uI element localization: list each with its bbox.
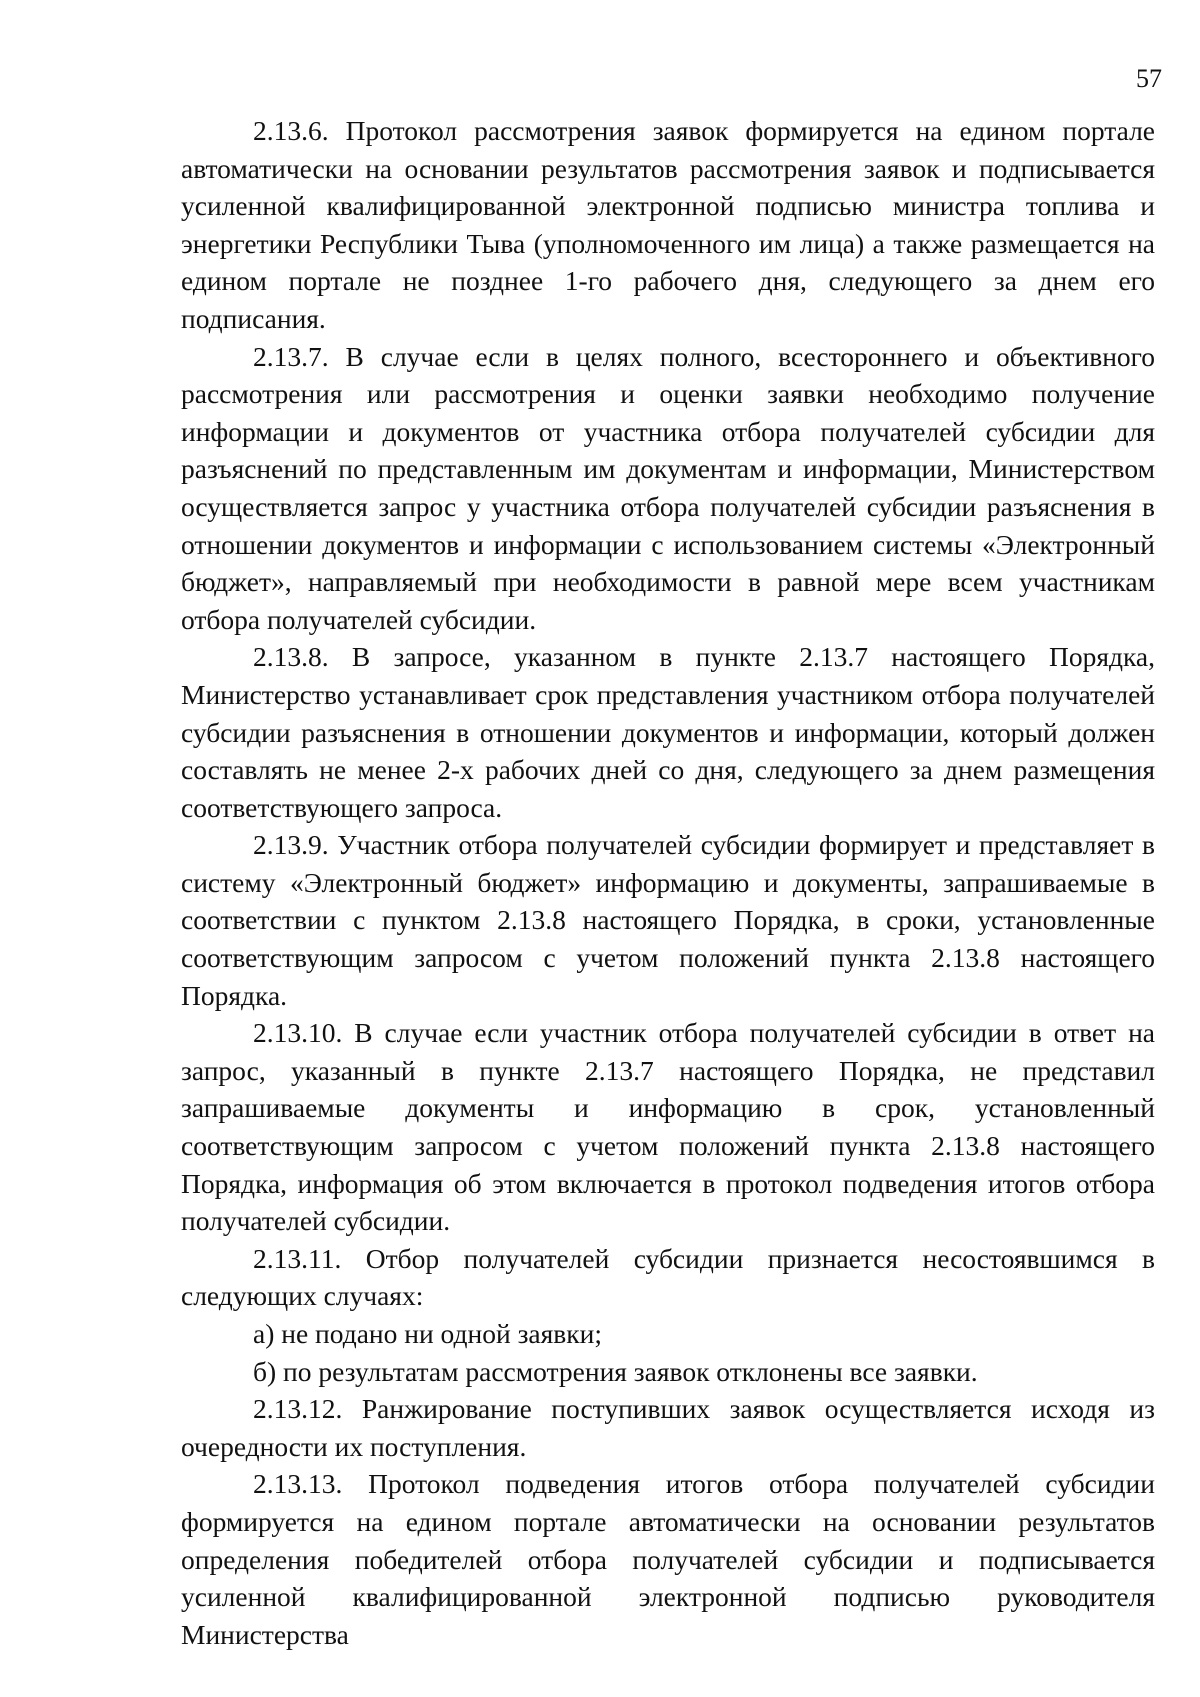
paragraph-2-13-10: 2.13.10. В случае если участник отбора получателей субсидии в ответ на запрос, указанный в пункте 2.13.7 настоящего Порядка, не представил запрашиваемые документы и информацию в срок, установленный соответствующим запросом с учетом положений пункта 2.13.8 настоящего Порядка, информация об этом включается в протокол подведения итогов отбора получателей субсидии. — [181, 1017, 1155, 1237]
paragraph-2-13-12: 2.13.12. Ранжирование поступивших заявок осуществляется исходя из очередности их поступления. — [181, 1393, 1155, 1462]
paragraph-2-13-8: 2.13.8. В запросе, указанном в пункте 2.13.7 настоящего Порядка, Министерство устанавливает срок представления участником отбора получателей субсидии разъяснения в отношении документов и информации, который должен составлять не менее 2-х рабочих дней со дня, следующего за днем размещения соответствующего запроса. — [181, 641, 1155, 823]
list-item-b: б) по результатам рассмотрения заявок отклонены все заявки. — [253, 1355, 978, 1387]
document-body — [181, 112, 1155, 1653]
paragraph-2-13-9: 2.13.9. Участник отбора получателей субсидии формирует и представляет в систему «Электронный бюджет» информацию и документы, запрашиваемые в соответствии с пунктом 2.13.8 настоящего Порядка, в сроки, установленные соответствующим запросом с учетом положений пункта 2.13.8 настоящего Порядка. — [181, 829, 1155, 1011]
paragraph-2-13-6: 2.13.6. Протокол рассмотрения заявок формируется на едином портале автоматически на основании результатов рассмотрения заявок и подписывается усиленной квалифицированной электронной подписью министра топлива и энергетики Республики Тыва (уполномоченного им лица) а также размещается на едином портале не позднее 1-го рабочего дня, следующего за днем его подписания. — [181, 115, 1155, 334]
paragraph-2-13-7: 2.13.7. В случае если в целях полного, всестороннего и объективного рассмотрения или рассмотрения и оценки заявки необходимо получение информации и документов от участника отбора получателей субсидии для разъяснений по представленным им документам и информации, Министерством осуществляется запрос у участника отбора получателей субсидии разъяснения в отношении документов и информации с использованием системы «Электронный бюджет», направляемый при необходимости в равной мере всем участникам отбора получателей субсидии. — [181, 340, 1155, 635]
page-number: 57 — [1136, 64, 1162, 93]
paragraph-2-13-13: 2.13.13. Протокол подведения итогов отбора получателей субсидии формируется на едином портале автоматически на основании результатов определения победителей отбора получателей субсидии и подписывается усиленной квалифицированной электронной подписью руководителя Министерства — [181, 1468, 1155, 1650]
list-item-a: а) не подано ни одной заявки; — [253, 1318, 602, 1349]
paragraph-2-13-11: 2.13.11. Отбор получателей субсидии признается несостоявшимся в следующих случаях: — [181, 1242, 1155, 1312]
